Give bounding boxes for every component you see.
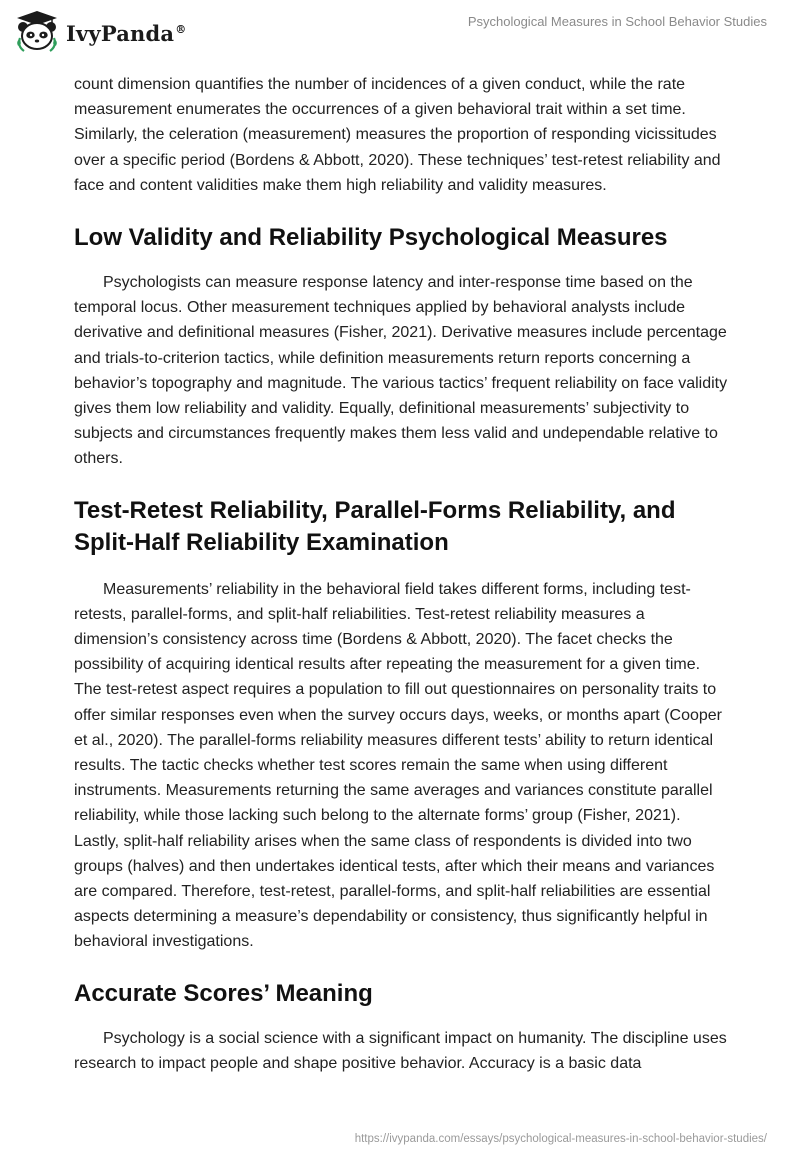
section-heading-reliability-examination: Test-Retest Reliability, Parallel-Forms Reliability, and Split-Half Reliability Examination (74, 496, 676, 556)
ivypanda-logo[interactable] (14, 10, 186, 54)
page-header (0, 0, 800, 64)
logo-wordmark (66, 21, 186, 46)
document-title: Psychological Measures in School Behavior Studies (467, 14, 767, 29)
essay-content (74, 72, 728, 1076)
section-paragraph-low-validity: Psychologists can measure response latency and inter-response time based on the temporal locus. Other measurement techniques applied by behavioral analysts include derivative and definitional measures (Fisher, 2021). Derivative measures include percentage and trials-to-criterion tactics, while definition measurements return reports concerning a behavior’s topography and magnitude. The various tactics’ frequent reliability on face validity gives them low reliability and validity. Equally, definitional measurements’ subjectivity to subjects and circumstances frequently makes them less valid and undependable relative to others. (74, 274, 728, 468)
section-heading-accurate-scores: Accurate Scores’ Meaning (74, 979, 373, 1007)
registered-mark: ® (175, 22, 187, 36)
logo-wordmark-text: IvyPanda (66, 20, 175, 46)
intro-paragraph: count dimension quantifies the number of incidences of a given conduct, while the rate measurement enumerates the occurrences of a given behavioral trait within a set time. Similarly, the celeration (measurement) measures the proportion of responding vicissitudes over a specific period (Bordens & Abbott, 2020). These techniques’ test-retest reliability and face and content validities make them high reliability and validity measures. (74, 76, 721, 194)
source-url[interactable]: https://ivypanda.com/essays/psychological-measures-in-school-behavior-studies/ (354, 1133, 767, 1145)
section-paragraph-accurate-scores: Psychology is a social science with a significant impact on humanity. The discipline uses research to impact people and shape positive behavior. Accuracy is a basic data (74, 1029, 727, 1072)
panda-graduate-icon (14, 10, 60, 54)
section-paragraph-reliability-examination: Measurements’ reliability in the behavioral field takes different forms, including test-retests, parallel-forms, and split-half reliabilities. Test-retest reliability measures a dimension’s consistency across time (Bordens & Abbott, 2020). The facet checks the possibility of acquiring identical results after repeating the measurement for a given time. The test-retest aspect requires a population to fill out questionnaires on personality traits to offer similar responses even when the survey occurs days, weeks, or months apart (Cooper et al., 2020). The parallel-forms reliability measures different tests’ ability to return identical results. The tactic checks whether test scores remain the same when using different instruments. Measurements returning the same averages and variances constitute parallel reliability, while those lacking such belong to the alternate forms’ group (Fisher, 2021). Lastly, split-half reliability arises when the same class of respondents is divided into two groups (halves) and then undertakes identical tests, after which their means and variances are compared. Therefore, test-retest, parallel-forms, and split-half reliabilities are essential aspects determining a measure’s dependability or consistency, thus significantly helpful in behavioral investigations. (74, 580, 722, 951)
section-heading-low-validity: Low Validity and Reliability Psychological Measures (74, 224, 668, 252)
